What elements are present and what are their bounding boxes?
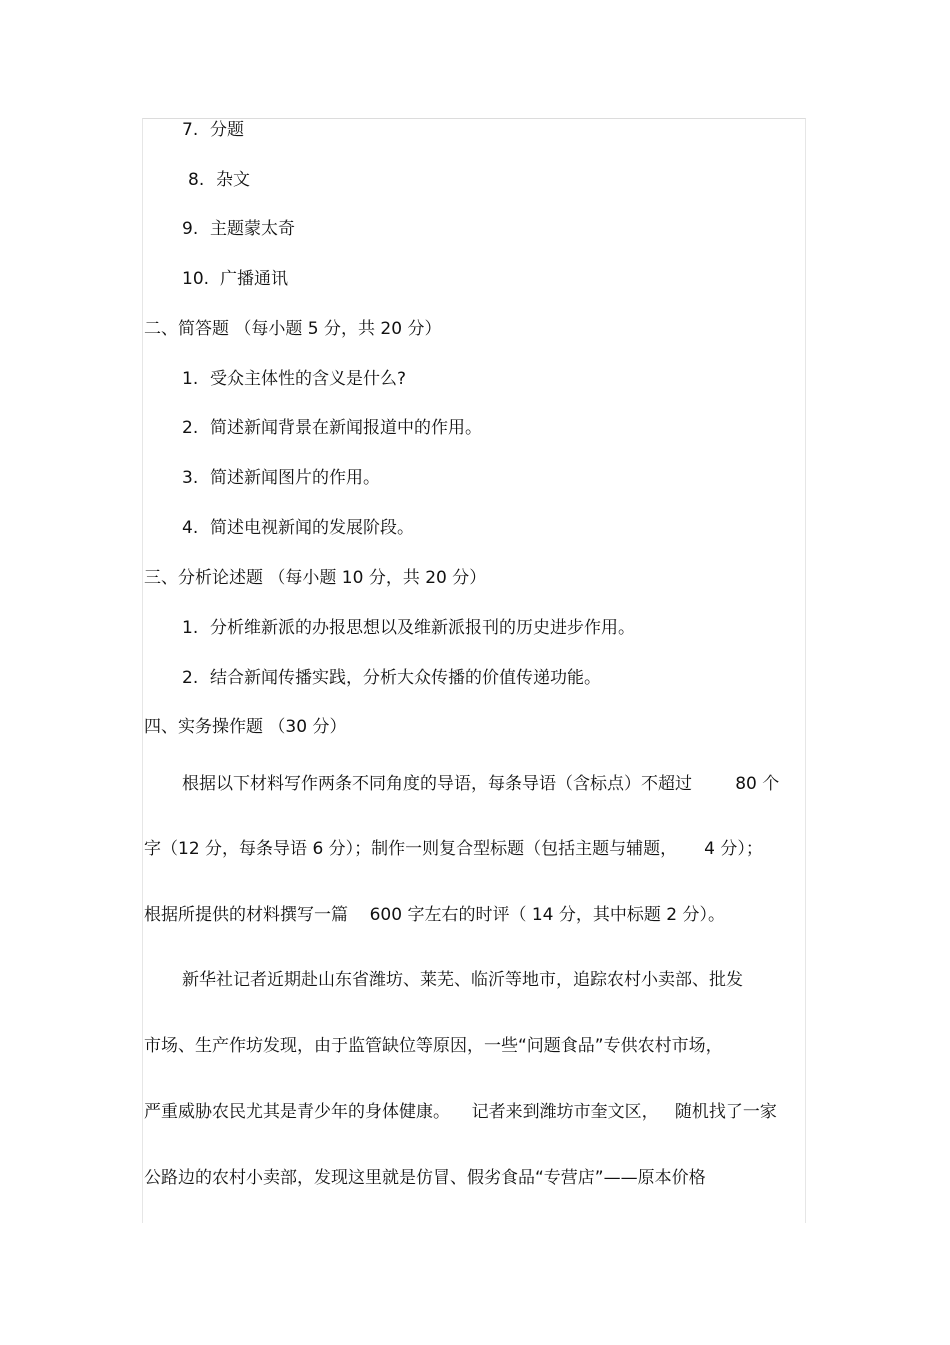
item-text: 简述新闻图片的作用。 [210,468,380,488]
instructions-line-2: 字（12 分，每条导语 6 分）；制作一则复合型标题（包括主题与辅题， 4 分）； [144,839,763,859]
section2-item-2 [182,417,482,439]
section3-heading: 三、分析论述题 （每小题 10 分，共 20 分） [144,568,487,588]
term-text: 杂文 [216,170,250,190]
item-text: 简述电视新闻的发展阶段。 [210,518,414,538]
term-item-10 [182,268,288,290]
term-item-7 [182,119,244,141]
item-number: 1. [182,369,199,389]
term-number: 7. [182,120,199,140]
section3-item-1 [182,617,635,639]
term-text: 分题 [210,120,244,140]
term-text: 主题蒙太奇 [210,219,295,239]
item-number: 2. [182,668,199,688]
term-number: 9. [182,219,199,239]
item-text: 受众主体性的含义是什么? [210,369,407,389]
item-text: 简述新闻背景在新闻报道中的作用。 [210,418,482,438]
instructions-line-3: 根据所提供的材料撰写一篇 600 字左右的时评（ 14 分，其中标题 2 分）。 [144,905,726,925]
section4-heading: 四、实务操作题 （30 分） [144,717,347,737]
item-text: 分析维新派的办报思想以及维新派报刊的历史进步作用。 [210,618,635,638]
material-line-3: 严重威胁农民尤其是青少年的身体健康。 记者来到潍坊市奎文区， 随机找了一家 [144,1102,777,1122]
section2-item-3 [182,467,380,489]
item-number: 2. [182,418,199,438]
material-line-4: 公路边的农村小卖部，发现这里就是仿冒、假劣食品“专营店”——原本价格 [144,1168,706,1188]
instructions-line-1: 根据以下材料写作两条不同角度的导语，每条导语（含标点）不超过 80 个 [182,774,780,794]
item-text: 结合新闻传播实践，分析大众传播的价值传递功能。 [210,668,601,688]
section3-item-2 [182,667,601,689]
item-number: 4. [182,518,199,538]
term-item-9 [182,218,295,240]
item-number: 3. [182,468,199,488]
item-number: 1. [182,618,199,638]
section2-item-1 [182,368,406,390]
material-line-2: 市场、生产作坊发现，由于监管缺位等原因，一些“问题食品”专供农村市场， [144,1036,723,1056]
section2-item-4 [182,517,414,539]
term-item-8 [188,169,250,191]
term-number: 8. [188,170,205,190]
section2-heading: 二、简答题 （每小题 5 分，共 20 分） [144,319,442,339]
term-number: 10. [182,269,210,289]
material-line-1: 新华社记者近期赴山东省潍坊、莱芜、临沂等地市，追踪农村小卖部、批发 [182,970,743,990]
term-text: 广播通讯 [220,269,288,289]
